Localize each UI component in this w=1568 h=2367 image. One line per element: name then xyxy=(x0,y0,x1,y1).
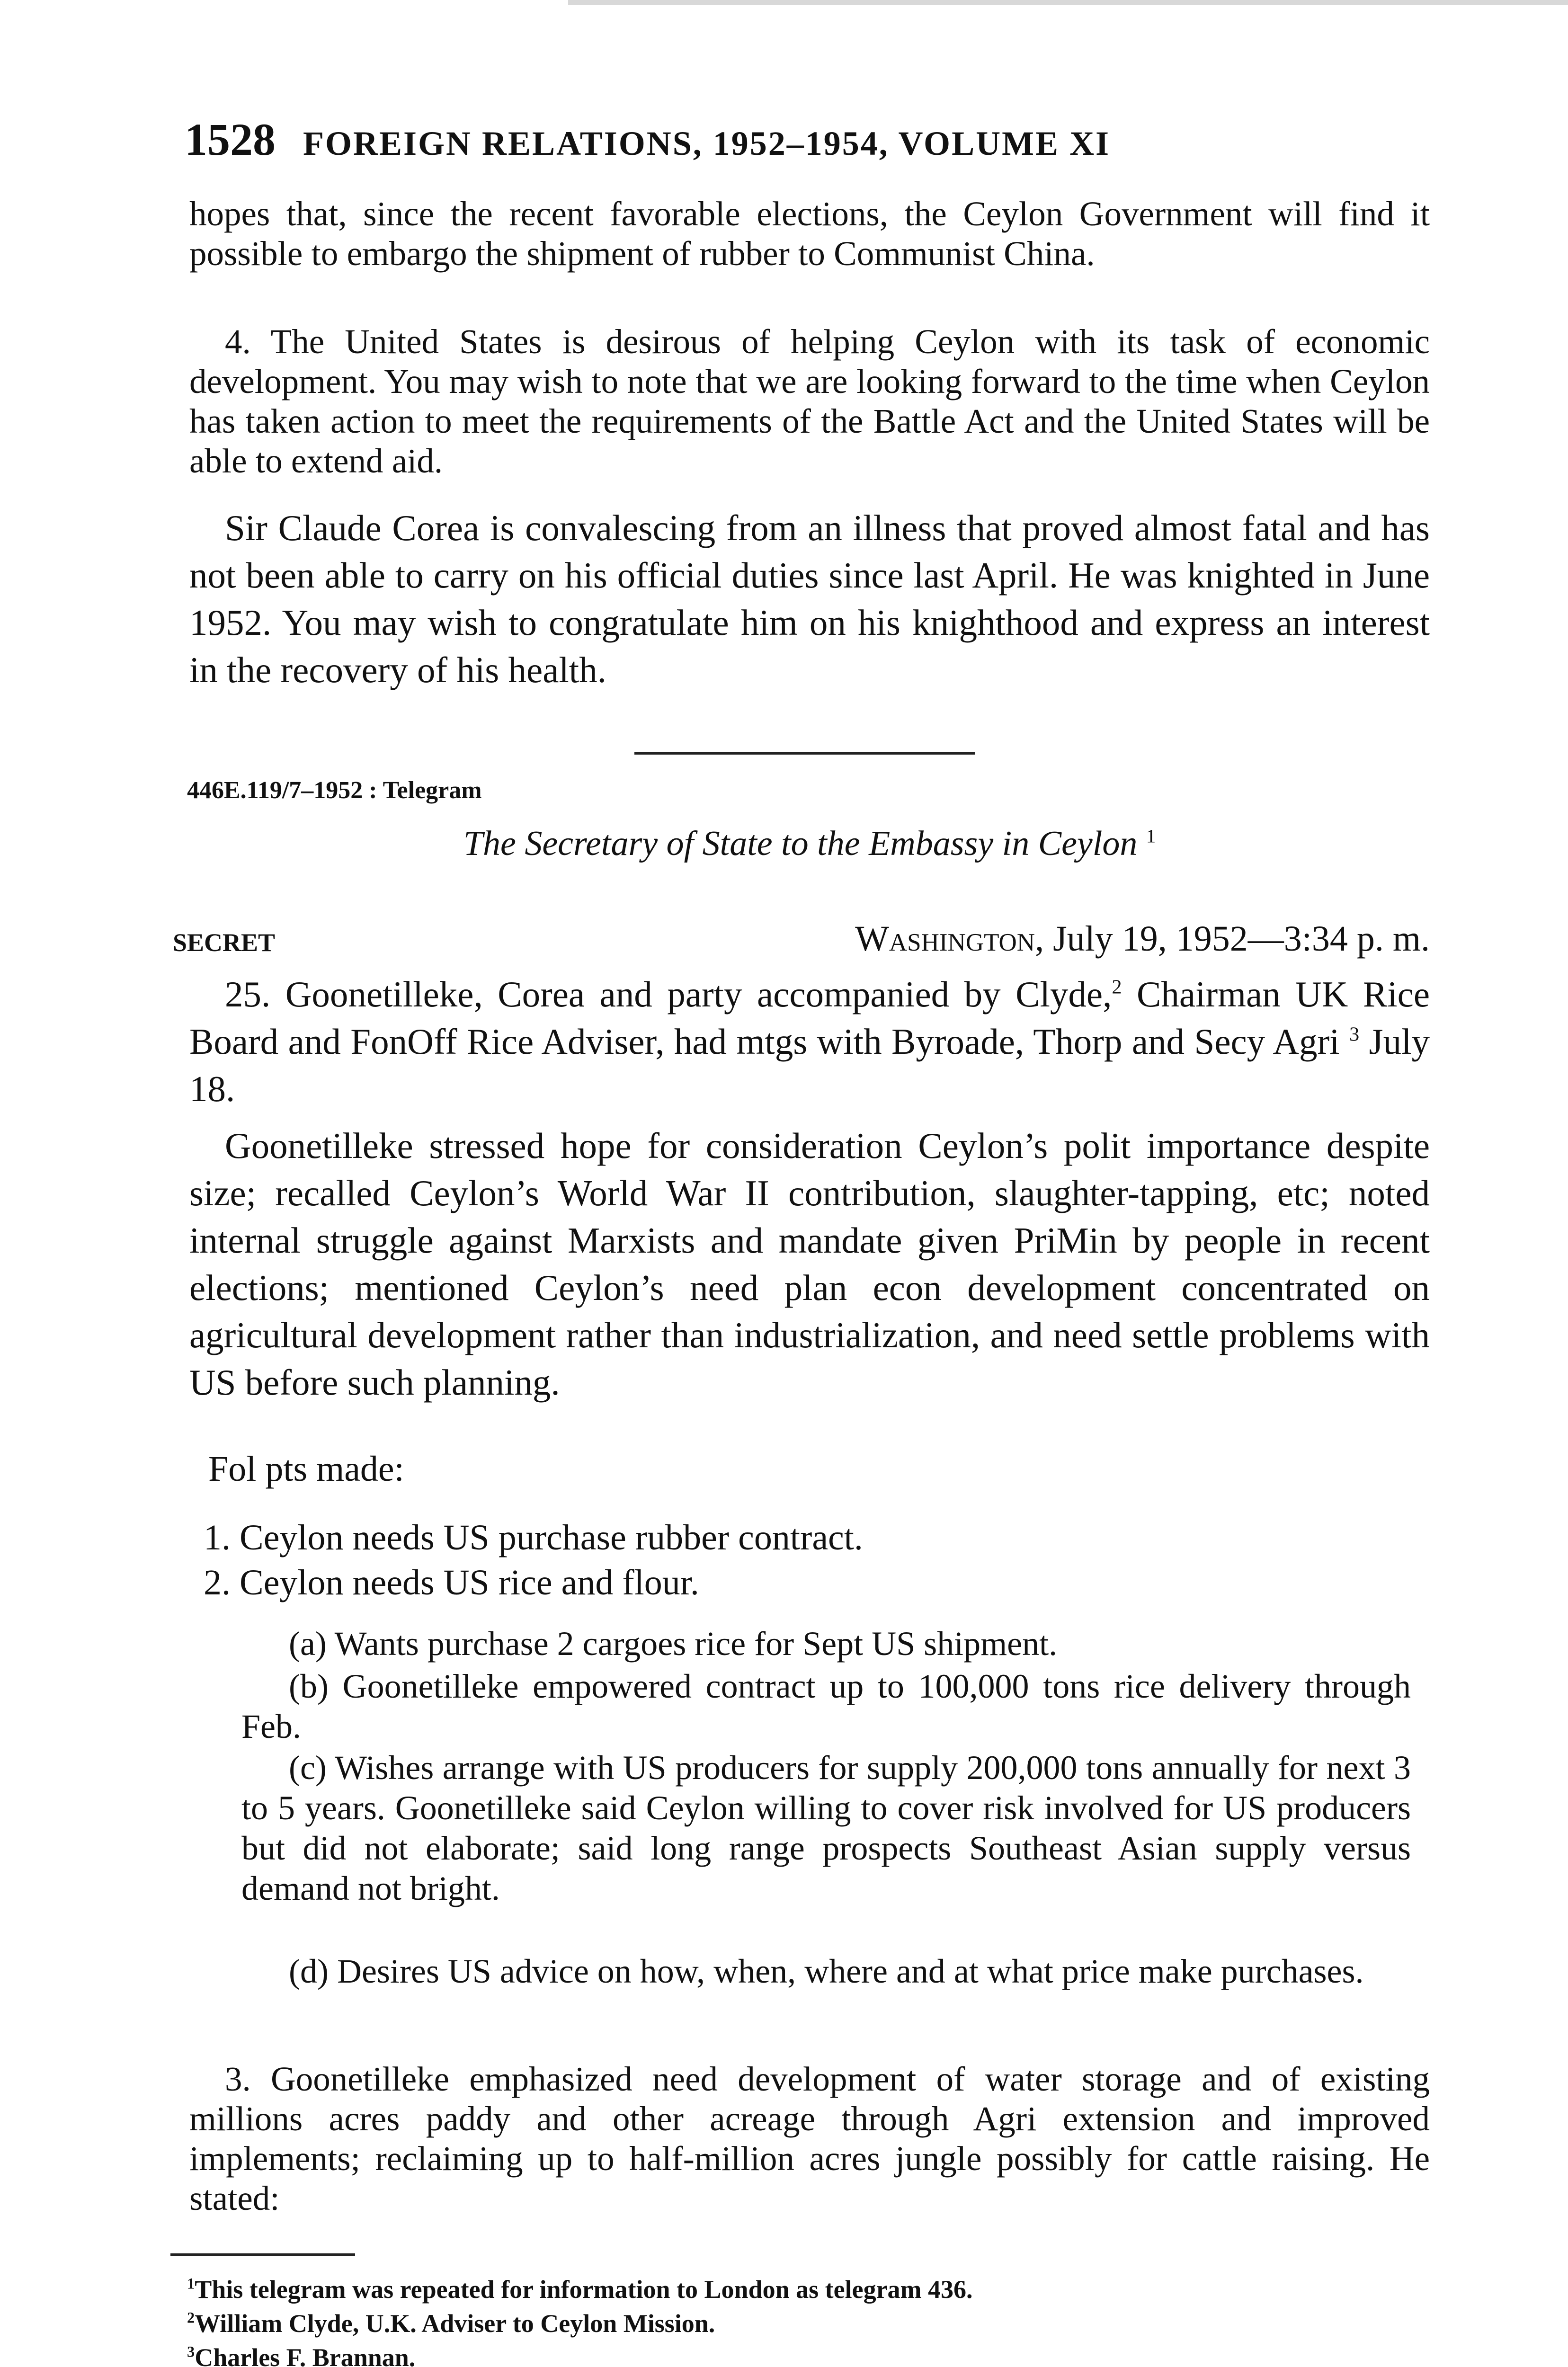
points-intro: Fol pts made: xyxy=(208,1449,404,1489)
sub-item-a-label: (a) xyxy=(289,1625,327,1663)
paragraph-25 xyxy=(189,970,1430,1112)
section-divider xyxy=(634,752,975,755)
sub-item-d-text: Desires US advice on how, when, where and at what price make purchases. xyxy=(328,1952,1364,1990)
sub-item-c-label: (c) xyxy=(289,1749,327,1787)
sub-item-b xyxy=(241,1666,1411,1747)
sub-item-c-text: Wishes arrange with US producers for supply 200,000 tons annually for next 3 to 5 years. Goonetilleke said Ceylon willing to cover risk involved for US producers but did not elaborate; said long range prospects Southeast Asian supply versus demand not bright. xyxy=(241,1749,1411,1907)
footnote-2 xyxy=(187,2306,973,2340)
sub-item-a-text: Wants purchase 2 cargoes rice for Sept US shipment. xyxy=(326,1625,1058,1663)
footnote-1 xyxy=(187,2272,973,2306)
list-item-1: 1. Ceylon needs US purchase rubber contract. xyxy=(204,1518,863,1557)
classification-label: SECRET xyxy=(173,928,276,957)
point-3-paragraph: 3. Goonetilleke emphasized need development of water storage and of existing millions acres paddy and other acreage through Agri extension and improved implements; reclaiming up to half-million acres jungle possibly for cattle raising. He stated: xyxy=(189,2060,1430,2217)
sub-item-b-text: Goonetilleke empowered contract up to 100,000 tons rice delivery through Feb. xyxy=(241,1667,1411,1745)
footnote-ref-2: 2 xyxy=(1112,976,1122,998)
page-number: 1528 xyxy=(185,114,276,165)
page-top-edge xyxy=(568,0,1568,5)
volume-title: FOREIGN RELATIONS, 1952–1954, VOLUME XI xyxy=(303,125,1111,162)
footnotes xyxy=(187,2272,973,2367)
footnote-2-text: William Clyde, U.K. Adviser to Ceylon Mission. xyxy=(195,2309,715,2338)
footnote-ref-1: 1 xyxy=(1146,825,1156,847)
footnote-1-text: This telegram was repeated for information to London as telegram 436. xyxy=(195,2275,973,2304)
dateline-place: Washington xyxy=(855,919,1035,959)
sub-item-b-label: (b) xyxy=(289,1667,329,1705)
sub-item-d xyxy=(241,1951,1411,1992)
p25-text-3: July 18. xyxy=(189,1021,1430,1109)
sub-item-c xyxy=(241,1748,1411,1909)
sub-item-d-label: (d) xyxy=(289,1952,329,1990)
corea-paragraph: Sir Claude Corea is convalescing from an illness that proved almost fatal and has not been able to carry on his official duties since last April. He was knighted in June 1952. You may wish to congratulate him on his knighthood and express an interest in the recovery of his health. xyxy=(189,507,1430,690)
continuation-paragraph: hopes that, since the recent favorable elections, the Ceylon Government will find it possible to embargo the shipment of rubber to Communist China. xyxy=(189,195,1430,273)
footnote-2-mark: 2 xyxy=(187,2309,195,2327)
dateline-date: , July 19, 1952—3:34 p. m. xyxy=(1035,919,1430,959)
list-item-2: 2. Ceylon needs US rice and flour. xyxy=(204,1563,699,1602)
footnote-3-mark: 3 xyxy=(187,2343,195,2361)
file-reference: 446E.119/7–1952 : Telegram xyxy=(187,777,482,804)
p25-text-2: Chairman UK Rice Board and FonOff Rice Adviser, had mtgs with Byroade, Thorp and Secy Agri xyxy=(189,974,1430,1062)
footnote-ref-3: 3 xyxy=(1349,1023,1360,1046)
running-header xyxy=(185,109,1463,170)
document-title-text: The Secretary of State to the Embassy in Ceylon xyxy=(463,824,1138,863)
classification-dateline xyxy=(173,918,1430,966)
sub-item-a xyxy=(241,1624,1411,1664)
footnote-3-text: Charles F. Brannan. xyxy=(195,2343,416,2367)
document-title xyxy=(189,824,1430,864)
dateline xyxy=(855,918,1430,960)
footnote-1-mark: 1 xyxy=(187,2275,195,2293)
p25-text-1: 25. Goonetilleke, Corea and party accompanied by Clyde, xyxy=(225,974,1112,1014)
point-4-paragraph: 4. The United States is desirous of helping Ceylon with its task of economic development. You may wish to note that we are looking forward to the time when Ceylon has taken action to meet the requirements of the Battle Act and the United States will be able to extend aid. xyxy=(189,322,1430,480)
footnote-3 xyxy=(187,2340,973,2367)
footnote-rule xyxy=(170,2253,355,2256)
goonetilleke-paragraph: Goonetilleke stressed hope for consideration Ceylon’s polit importance despite size; recalled Ceylon’s World War II contribution, slaughter-tapping, etc; noted internal struggle against Marxists and mandate given PriMin by people in recent elections; mentioned Ceylon’s need plan econ development concentrated on agricultural development rather than industrialization, and need settle problems with US before such planning. xyxy=(189,1125,1430,1403)
